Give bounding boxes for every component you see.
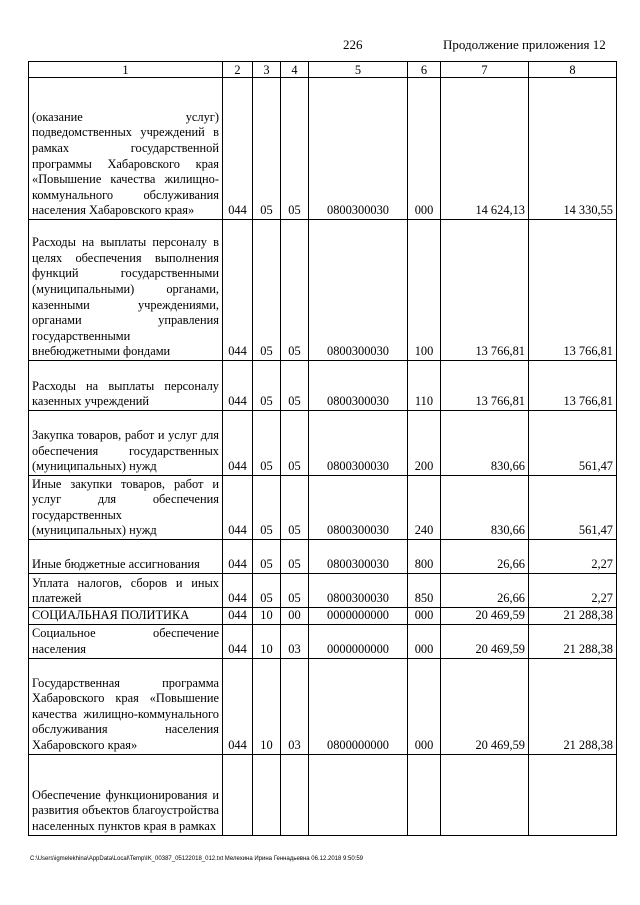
table-row <box>29 754 617 835</box>
cell-ministry-code: 044 <box>223 78 253 220</box>
cell-ministry-code: 044 <box>223 476 253 540</box>
cell-ministry-code: 044 <box>223 540 253 574</box>
cell-subsection: 05 <box>281 78 309 220</box>
table-header-row <box>29 62 617 78</box>
row-name: Иные закупки товаров, работ и услуг для обеспечения государственных (муниципальных) нужд <box>29 476 223 540</box>
cell-amount-2: 2,27 <box>529 574 617 608</box>
cell-ministry-code: 044 <box>223 574 253 608</box>
cell-expense-type <box>408 754 441 835</box>
table-row <box>29 658 617 754</box>
cell-section: 05 <box>253 220 281 361</box>
table-row <box>29 624 617 658</box>
cell-ministry-code: 044 <box>223 624 253 658</box>
cell-subsection: 05 <box>281 476 309 540</box>
row-name: Государственная программа Хабаровского края «Повышение качества жилищно-коммунального обслуживания населения Хабаровского края» <box>29 658 223 754</box>
cell-section <box>253 754 281 835</box>
cell-expense-type: 110 <box>408 361 441 411</box>
cell-section: 05 <box>253 361 281 411</box>
row-name: (оказание услуг) подведомственных учреждений в рамках государственной программы Хабаровского края «Повышение качества жилищно-коммунального обслуживания населения Хабаровского края» <box>29 78 223 220</box>
row-name: Расходы на выплаты персоналу казенных учреждений <box>29 361 223 411</box>
cell-subsection: 05 <box>281 574 309 608</box>
column-header: 2 <box>223 62 253 78</box>
budget-table <box>28 61 617 836</box>
column-header: 4 <box>281 62 309 78</box>
table-row <box>29 540 617 574</box>
cell-ministry-code: 044 <box>223 220 253 361</box>
cell-target-article: 0800300030 <box>309 78 408 220</box>
row-name: СОЦИАЛЬНАЯ ПОЛИТИКА <box>29 608 223 625</box>
cell-subsection: 05 <box>281 220 309 361</box>
cell-amount-2: 21 288,38 <box>529 608 617 625</box>
cell-expense-type: 800 <box>408 540 441 574</box>
cell-expense-type: 850 <box>408 574 441 608</box>
cell-target-article: 0000000000 <box>309 624 408 658</box>
cell-ministry-code: 044 <box>223 411 253 476</box>
cell-amount-2: 21 288,38 <box>529 624 617 658</box>
cell-amount-1: 830,66 <box>441 411 529 476</box>
cell-amount-1: 14 624,13 <box>441 78 529 220</box>
cell-ministry-code: 044 <box>223 658 253 754</box>
cell-amount-1: 20 469,59 <box>441 624 529 658</box>
cell-amount-1: 26,66 <box>441 574 529 608</box>
column-header: 1 <box>29 62 223 78</box>
cell-amount-2: 2,27 <box>529 540 617 574</box>
cell-section: 05 <box>253 540 281 574</box>
column-header: 7 <box>441 62 529 78</box>
file-path-footer: C:\Users\igmelekhina\AppData\Local\Temp\IK_00387_05122018_012.txt Мелехина Ирина Геннадьевна 06.12.2018 9:50:59 <box>30 856 364 862</box>
cell-target-article <box>309 754 408 835</box>
table-row <box>29 608 617 625</box>
cell-amount-1: 20 469,59 <box>441 608 529 625</box>
cell-amount-1: 13 766,81 <box>441 220 529 361</box>
cell-amount-2: 561,47 <box>529 411 617 476</box>
cell-subsection: 05 <box>281 361 309 411</box>
cell-target-article: 0800300030 <box>309 220 408 361</box>
cell-expense-type: 000 <box>408 624 441 658</box>
table-row <box>29 78 617 220</box>
cell-ministry-code: 044 <box>223 361 253 411</box>
row-name: Расходы на выплаты персоналу в целях обеспечения выполнения функций государственными (муниципальными) органами, казенными учреждениями, органами управления государственными внебюджетными фондами <box>29 220 223 361</box>
cell-amount-2: 13 766,81 <box>529 361 617 411</box>
cell-amount-1: 13 766,81 <box>441 361 529 411</box>
column-header: 3 <box>253 62 281 78</box>
table-row <box>29 476 617 540</box>
row-name: Закупка товаров, работ и услуг для обеспечения государственных (муниципальных) нужд <box>29 411 223 476</box>
cell-amount-2: 21 288,38 <box>529 658 617 754</box>
cell-target-article: 0800000000 <box>309 658 408 754</box>
cell-subsection: 00 <box>281 608 309 625</box>
cell-subsection: 03 <box>281 624 309 658</box>
row-name: Обеспечение функционирования и развития объектов благоустройства населенных пунктов края в рамках <box>29 754 223 835</box>
continuation-label: Продолжение приложения 12 <box>443 37 606 52</box>
cell-target-article: 0800300030 <box>309 411 408 476</box>
column-header: 8 <box>529 62 617 78</box>
cell-expense-type: 000 <box>408 658 441 754</box>
cell-amount-1 <box>441 754 529 835</box>
cell-amount-1: 20 469,59 <box>441 658 529 754</box>
cell-section: 05 <box>253 476 281 540</box>
table-row <box>29 574 617 608</box>
cell-subsection: 05 <box>281 540 309 574</box>
cell-section: 10 <box>253 608 281 625</box>
cell-subsection: 03 <box>281 658 309 754</box>
cell-amount-2: 561,47 <box>529 476 617 540</box>
cell-amount-2: 14 330,55 <box>529 78 617 220</box>
table-row <box>29 361 617 411</box>
cell-expense-type: 000 <box>408 608 441 625</box>
cell-target-article: 0000000000 <box>309 608 408 625</box>
cell-expense-type: 100 <box>408 220 441 361</box>
cell-target-article: 0800300030 <box>309 540 408 574</box>
cell-target-article: 0800300030 <box>309 574 408 608</box>
row-name: Иные бюджетные ассигнования <box>29 540 223 574</box>
cell-ministry-code <box>223 754 253 835</box>
cell-section: 05 <box>253 411 281 476</box>
cell-expense-type: 200 <box>408 411 441 476</box>
cell-section: 05 <box>253 574 281 608</box>
cell-section: 10 <box>253 658 281 754</box>
column-header: 5 <box>309 62 408 78</box>
cell-section: 10 <box>253 624 281 658</box>
cell-amount-2 <box>529 754 617 835</box>
cell-amount-1: 830,66 <box>441 476 529 540</box>
column-header: 6 <box>408 62 441 78</box>
cell-expense-type: 000 <box>408 78 441 220</box>
table-row <box>29 411 617 476</box>
page-number: 226 <box>343 37 363 52</box>
cell-ministry-code: 044 <box>223 608 253 625</box>
cell-target-article: 0800300030 <box>309 476 408 540</box>
cell-expense-type: 240 <box>408 476 441 540</box>
cell-target-article: 0800300030 <box>309 361 408 411</box>
cell-amount-1: 26,66 <box>441 540 529 574</box>
cell-section: 05 <box>253 78 281 220</box>
row-name: Уплата налогов, сборов и иных платежей <box>29 574 223 608</box>
cell-subsection: 05 <box>281 411 309 476</box>
table-row <box>29 220 617 361</box>
cell-subsection <box>281 754 309 835</box>
row-name: Социальное обеспечение населения <box>29 624 223 658</box>
cell-amount-2: 13 766,81 <box>529 220 617 361</box>
